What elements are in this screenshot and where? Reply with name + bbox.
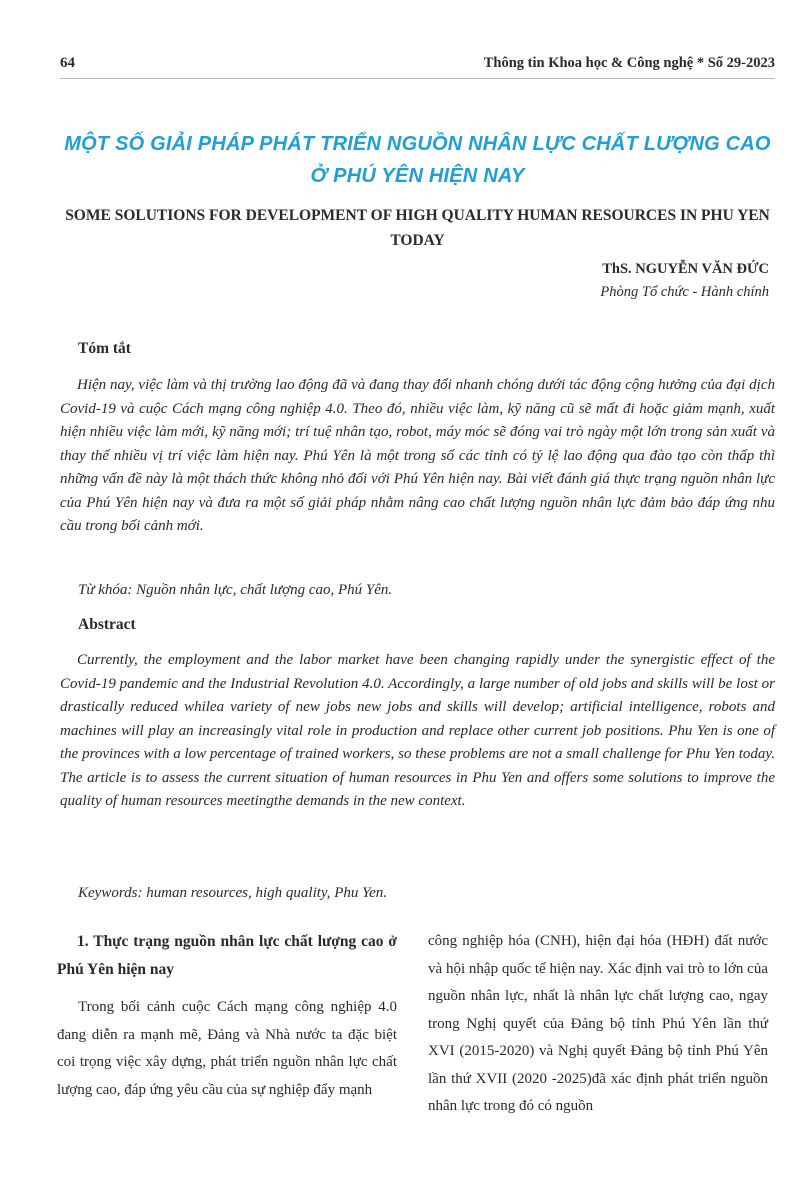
journal-title: Thông tin Khoa học & Công nghệ * Số 29-2023 — [483, 55, 775, 71]
vietnamese-keywords: Từ khóa: Nguồn nhân lực, chất lượng cao, Phú Yên. — [78, 582, 393, 598]
summary-text: Hiện nay, việc làm và thị trường lao động đã và đang thay đổi nhanh chóng dưới tác động cộng hưởng của đại dịch Covid-19 và cuộc Cách mạng công nghiệp 4.0. Theo đó, nhiều việc làm, kỹ năng cũ sẽ mất đi hoặc giảm mạnh, xuất hiện nhiều việc làm mới, kỹ năng mới; trí tuệ nhân tạo, robot, máy móc sẽ đóng vai trò ngày một lớn trong sản xuất và thay thế nhiều vị trí việc làm hiện nay. Phú Yên là một trong số các tỉnh có tỷ lệ lao động qua đào tạo còn thấp thì những vấn đề này là một thách thức không nhỏ đối với Phú Yên hiện nay. Bài viết đánh giá thực trạng nguồn nhân lực của Phú Yên hiện nay và đưa ra một số giải pháp nhằm nâng cao chất lượng nguồn nhân lực đảm bảo đáp ứng nhu cầu trong bối cảnh mới. — [60, 377, 775, 534]
page-number: 64 — [60, 55, 75, 71]
article-title-vietnamese: MỘT SỐ GIẢI PHÁP PHÁT TRIỂN NGUỒN NHÂN LỰC CHẤT LƯỢNG CAO Ở PHÚ YÊN HIỆN NAY — [64, 133, 771, 187]
author-block — [600, 258, 769, 304]
body-column-right — [428, 928, 768, 1121]
article-title-english: SOME SOLUTIONS FOR DEVELOPMENT OF HIGH QUALITY HUMAN RESOURCES IN PHU YEN TODAY — [65, 207, 770, 249]
running-header — [60, 50, 775, 80]
author-name: ThS. NGUYỄN VĂN ĐỨC — [602, 261, 769, 277]
english-keywords: Keywords: human resources, high quality, Phu Yen. — [78, 885, 388, 901]
author-affiliation: Phòng Tổ chức - Hành chính — [600, 284, 769, 300]
section-heading: 1. Thực trạng nguồn nhân lực chất lượng cao ở Phú Yên hiện nay — [57, 933, 397, 978]
body-paragraph-continued: công nghiệp hóa (CNH), hiện đại hóa (HĐH) đất nước và hội nhập quốc tế hiện nay. Xác định vai trò to lớn của nguồn nhân lực, nhất là nhân lực chất lượng cao, ngay trong Nghị quyết của Đảng bộ tỉnh Phú Yên lần thứ XVI (2015-2020) và Nghị quyết Đảng bộ tỉnh Phú Yên lần thứ XVII (2020 -2025)đã xác định phát triển nguồn nhân lực trong đó có nguồn — [428, 933, 768, 1114]
body-column-left — [57, 928, 397, 1104]
abstract-text: Currently, the employment and the labor market have been changing rapidly under the synergistic effect of the Covid-19 pandemic and the Industrial Revolution 4.0. Accordingly, a large number of old jobs and skills will be lost or drastically reduced whilea variety of new jobs new jobs and skills will develop; artificial intelligence, robots and machines will play an increasingly vital role in production and replace other current job positions. Phu Yen is one of the provinces with a low percentage of trained workers, so these problems are not a small challenge for Phu Yen today. The article is to assess the current situation of human resources in Phu Yen and offers some solutions to improve the quality of human resources meetingthe demands in the new context. — [60, 652, 775, 809]
body-paragraph: Trong bối cảnh cuộc Cách mạng công nghiệp 4.0 đang diễn ra mạnh mẽ, Đảng và Nhà nước ta đặc biệt coi trọng việc xây dựng, phát triển nguồn nhân lực chất lượng cao, đáp ứng yêu cầu của sự nghiệp đẩy mạnh — [57, 999, 397, 1098]
summary-heading: Tóm tắt — [78, 340, 131, 357]
abstract-heading: Abstract — [78, 616, 136, 633]
header-rule — [60, 78, 775, 79]
